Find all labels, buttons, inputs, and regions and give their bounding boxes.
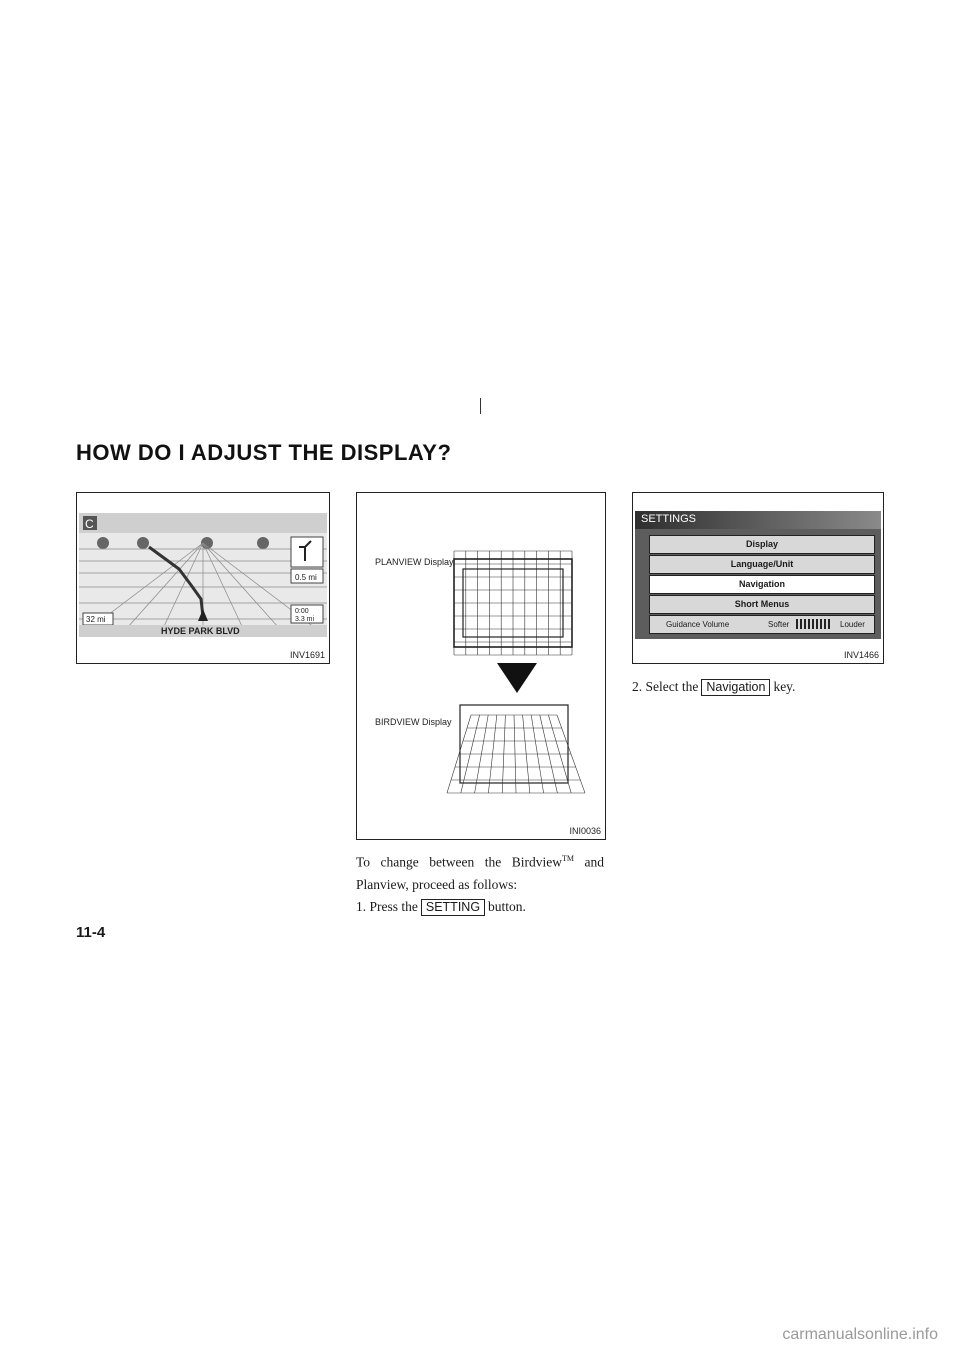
menu-item-language-unit[interactable]: Language/Unit [649, 555, 875, 574]
volume-slider[interactable] [796, 619, 832, 629]
distance-left-text: 32 mi [86, 615, 106, 624]
figure-code: INI0036 [569, 826, 601, 836]
menu-item-display[interactable]: Display [649, 535, 875, 554]
intro-paragraph: To change between the Birdview™ and Planview, proceed as follows: [356, 854, 604, 892]
distance-right-text: 3.3 mi [295, 616, 315, 623]
time-text: 0:00 [295, 608, 309, 615]
map-screen-image [79, 513, 327, 637]
view-diagram-graphic [357, 493, 605, 839]
setting-key: SETTING [421, 899, 485, 916]
map-screen-figure [76, 492, 330, 664]
column-marker [480, 398, 481, 414]
figure-code: INV1466 [843, 650, 879, 660]
guidance-volume-label: Guidance Volume [666, 620, 730, 629]
birdview-label: BIRDVIEW Display [375, 717, 452, 727]
guidance-volume-row[interactable] [649, 615, 875, 634]
figure-code: INV1691 [289, 650, 325, 660]
navigation-key: Navigation [701, 679, 770, 696]
menu-item-short-menus[interactable]: Short Menus [649, 595, 875, 614]
page-number: 11-4 [76, 924, 106, 941]
settings-screen-image [635, 511, 881, 639]
planview-label: PLANVIEW Display [375, 557, 454, 567]
turn-distance-text: 0.5 mi [295, 573, 317, 582]
softer-label: Softer [768, 620, 790, 629]
footer-watermark: carmanualsonline.info [782, 1326, 938, 1343]
settings-title: SETTINGS [641, 513, 697, 525]
louder-label: Louder [840, 620, 865, 629]
settings-screen-figure [632, 492, 884, 664]
view-diagram-figure [356, 492, 606, 840]
menu-item-navigation[interactable]: Navigation [649, 575, 875, 594]
street-label: HYDE PARK BLVD [161, 626, 240, 636]
page-heading: HOW DO I ADJUST THE DISPLAY? [76, 440, 452, 465]
svg-text:C: C [85, 517, 94, 531]
arrow-down-icon [497, 663, 537, 693]
step-2: 2. Select the Navigation key. [632, 679, 796, 694]
step-1: 1. Press the SETTING button. [356, 899, 526, 914]
